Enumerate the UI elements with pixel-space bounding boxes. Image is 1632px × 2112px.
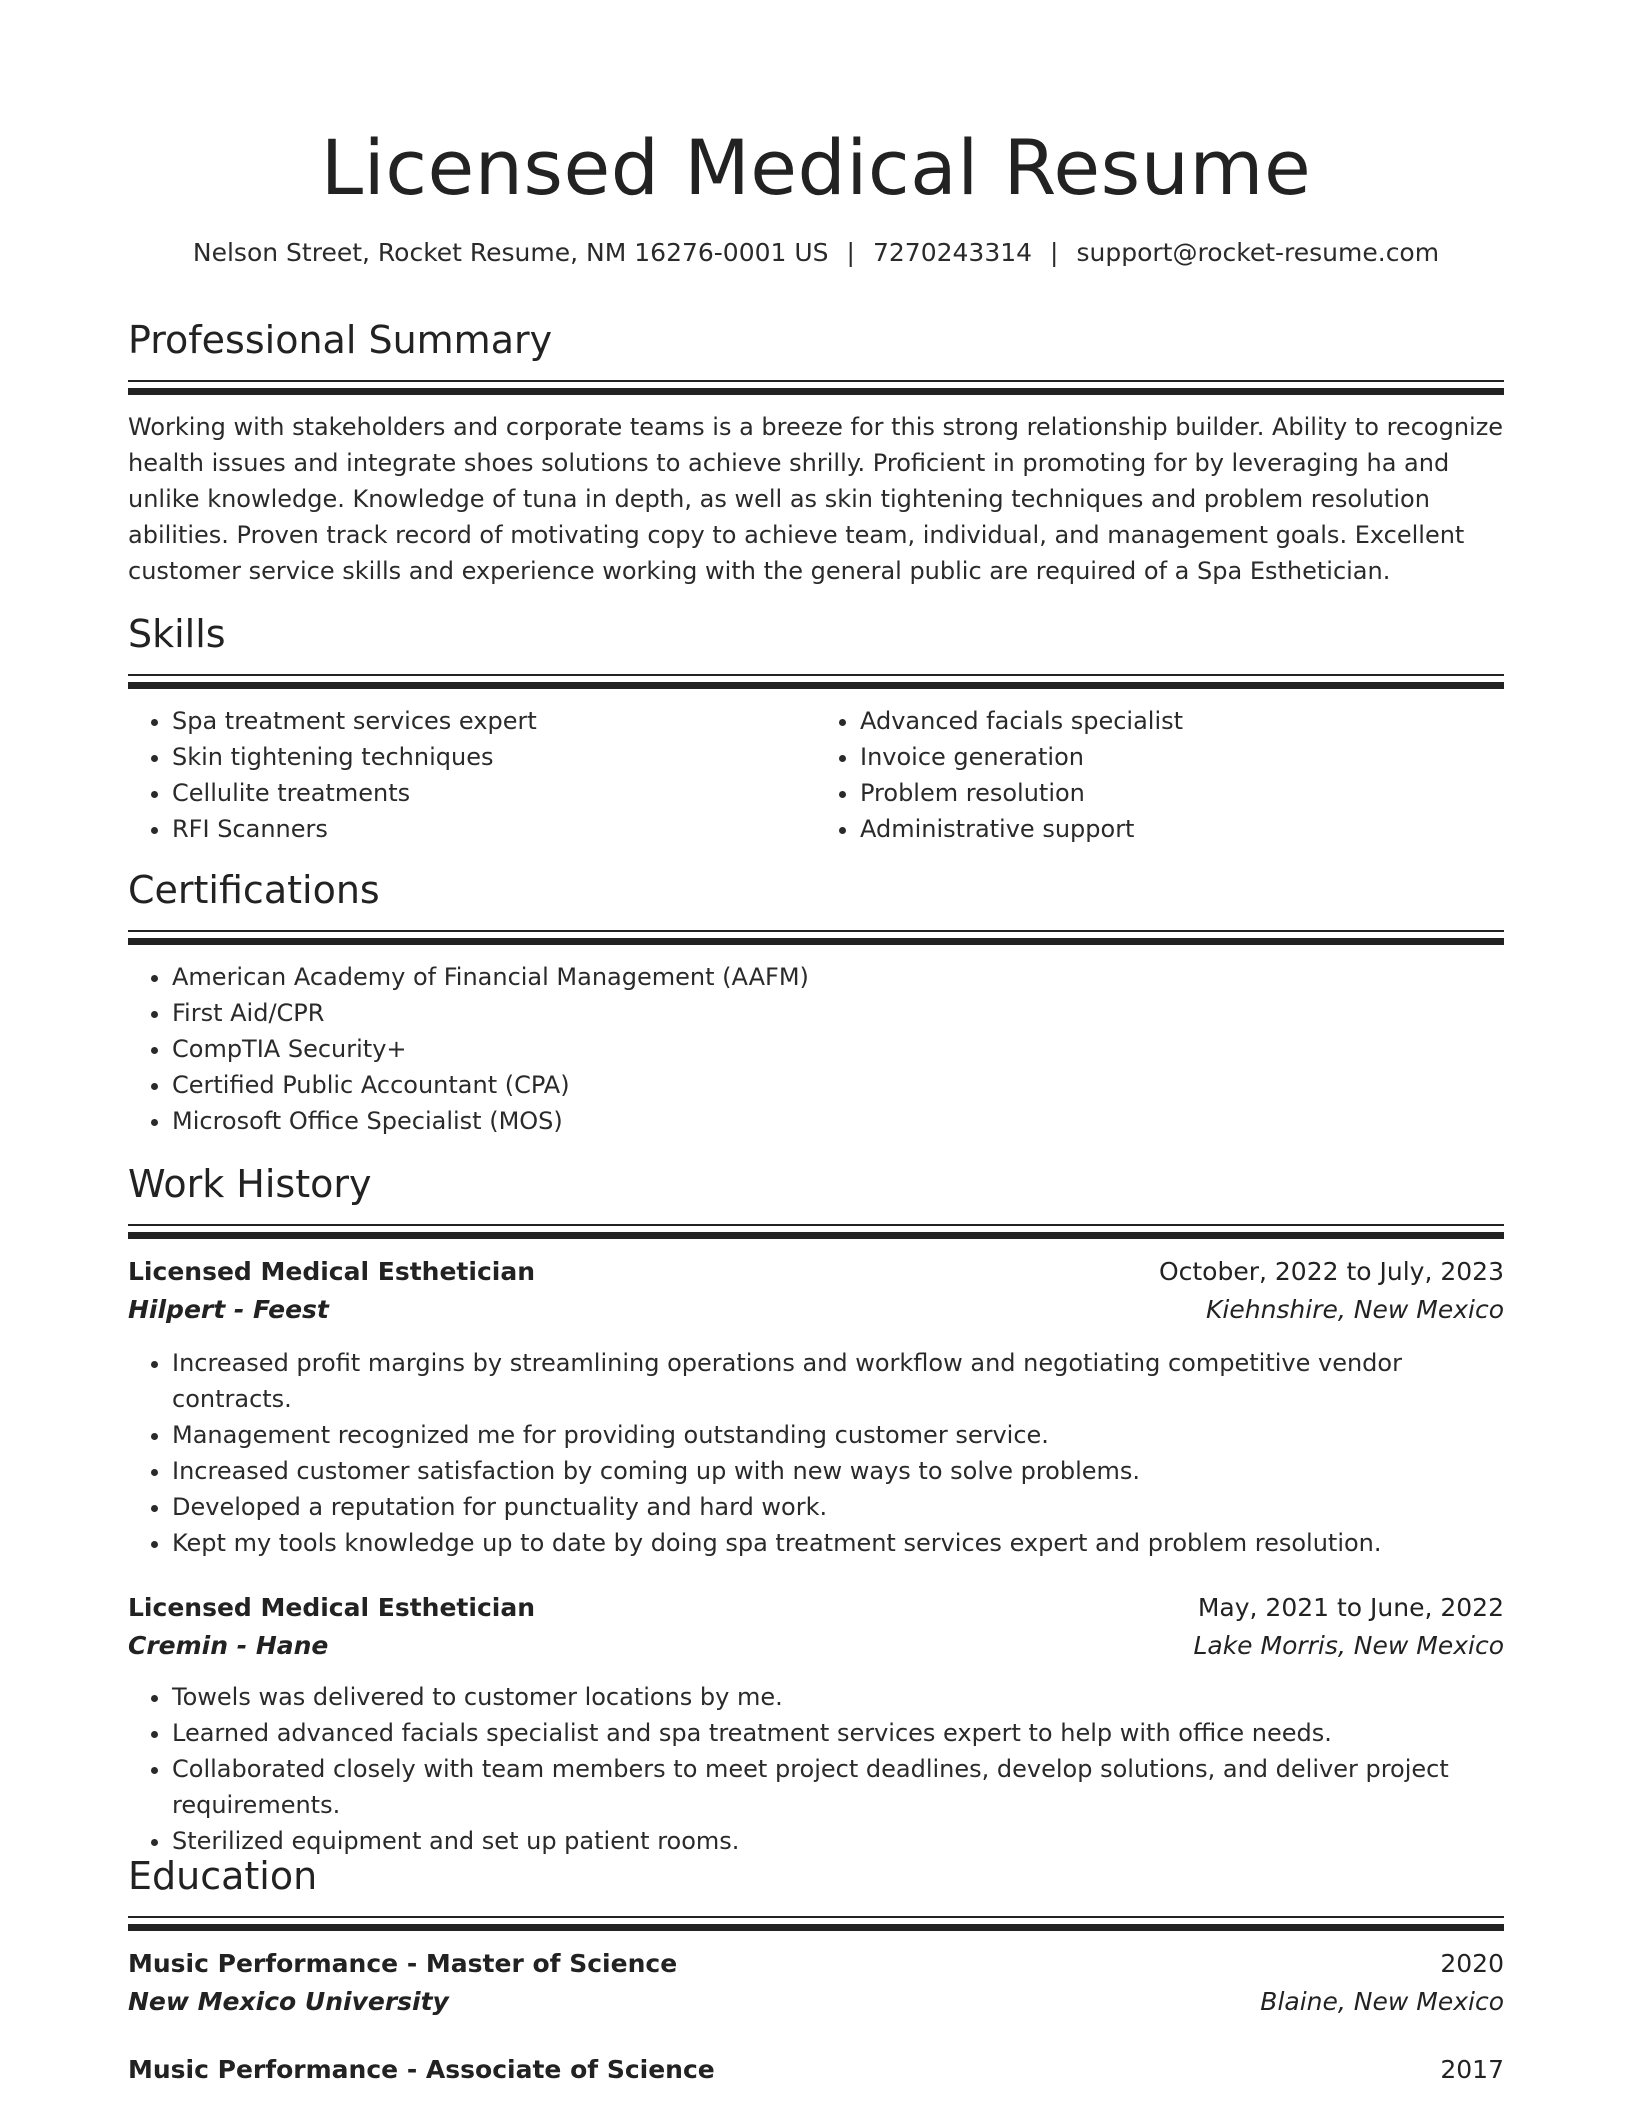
summary-section	[128, 318, 1504, 589]
email: support@rocket-resume.com	[1076, 238, 1440, 268]
education-entry	[128, 2051, 1504, 2089]
section-title: Skills	[128, 612, 226, 656]
skills-column-left	[128, 703, 816, 847]
list-item: • Skin tightening techniques	[172, 739, 816, 775]
list-item: • Developed a reputation for punctuality and hard work.	[172, 1489, 1504, 1525]
list-item: • Increased profit margins by streamlining operations and workflow and negotiating competitive vendor contracts.	[172, 1345, 1504, 1417]
job-dates: October, 2022 to July, 2023	[1158, 1256, 1504, 1286]
list-item: • Kept my tools knowledge up to date by doing spa treatment services expert and problem resolution.	[172, 1525, 1504, 1561]
company-name: Hilpert - Feest	[128, 1294, 329, 1324]
list-item: • Sterilized equipment and set up patient rooms.	[172, 1823, 1504, 1859]
job-entry	[128, 1253, 1504, 1561]
list-item: • Increased customer satisfaction by coming up with new ways to solve problems.	[172, 1453, 1504, 1489]
list-item: • Learned advanced facials specialist and spa treatment services expert to help with office needs.	[172, 1715, 1504, 1751]
company-name: Cremin - Hane	[128, 1630, 329, 1660]
job-entry	[128, 1589, 1504, 1859]
work-history-section	[128, 1162, 1504, 1859]
section-divider	[128, 1224, 1504, 1239]
education-section	[128, 1854, 1504, 2089]
list-item: • American Academy of Financial Management (AAFM)	[172, 959, 1504, 995]
list-item: • Certified Public Accountant (CPA)	[172, 1067, 1504, 1103]
contact-line	[128, 237, 1504, 270]
section-divider	[128, 1916, 1504, 1931]
separator: |	[846, 238, 855, 268]
section-title: Certifications	[128, 868, 380, 912]
list-item: • Spa treatment services expert	[172, 703, 816, 739]
job-dates: May, 2021 to June, 2022	[1197, 1592, 1504, 1622]
list-item: • Advanced facials specialist	[860, 703, 1504, 739]
list-item: • Administrative support	[860, 811, 1504, 847]
section-title: Professional Summary	[128, 318, 553, 362]
degree: Music Performance - Associate of Science	[128, 2054, 715, 2084]
phone: 7270243314	[872, 238, 1033, 268]
section-divider	[128, 380, 1504, 395]
skills-section	[128, 612, 1504, 847]
section-title: Work History	[128, 1162, 372, 1206]
skills-column-right	[816, 703, 1504, 847]
job-title: Licensed Medical Esthetician	[128, 1592, 536, 1622]
list-item: • Invoice generation	[860, 739, 1504, 775]
job-location: Lake Morris, New Mexico	[1193, 1630, 1504, 1660]
separator: |	[1050, 238, 1059, 268]
list-item: • First Aid/CPR	[172, 995, 1504, 1031]
job-location: Kiehnshire, New Mexico	[1206, 1294, 1504, 1324]
summary-text: Working with stakeholders and corporate teams is a breeze for this strong relationship builder. Ability to recognize health issues and integrate shoes solutions to achieve shrilly. Proficient in promoting for by leveraging ha and unlike knowledge. Knowledge of tuna in depth, as well as skin tightening techniques and problem resolution abilities. Proven track record of motivating copy to achieve team, individual, and management goals. Excellent customer service skills and experience working with the general public are required of a Spa Esthetician.	[128, 412, 1504, 585]
list-item: • Microsoft Office Specialist (MOS)	[172, 1103, 1504, 1139]
job-title: Licensed Medical Esthetician	[128, 1256, 536, 1286]
list-item: • CompTIA Security+	[172, 1031, 1504, 1067]
list-item: • Management recognized me for providing outstanding customer service.	[172, 1417, 1504, 1453]
resume-name: Licensed Medical Resume	[320, 123, 1312, 212]
certifications-section	[128, 868, 1504, 1139]
list-item: • Collaborated closely with team members to meet project deadlines, develop solutions, and deliver project requirements.	[172, 1751, 1504, 1823]
school-location: Blaine, New Mexico	[1260, 1986, 1504, 2016]
degree: Music Performance - Master of Science	[128, 1948, 678, 1978]
education-entry	[128, 1945, 1504, 2021]
section-title: Education	[128, 1854, 318, 1898]
graduation-year: 2020	[1440, 1948, 1504, 1978]
list-item: • Towels was delivered to customer locations by me.	[172, 1679, 1504, 1715]
list-item: • Cellulite treatments	[172, 775, 816, 811]
list-item: • Problem resolution	[860, 775, 1504, 811]
school-name: New Mexico University	[128, 1986, 449, 2016]
address: Nelson Street, Rocket Resume, NM 16276-0001 US	[192, 238, 829, 268]
list-item: • RFI Scanners	[172, 811, 816, 847]
section-divider	[128, 674, 1504, 689]
section-divider	[128, 930, 1504, 945]
graduation-year: 2017	[1440, 2054, 1504, 2084]
